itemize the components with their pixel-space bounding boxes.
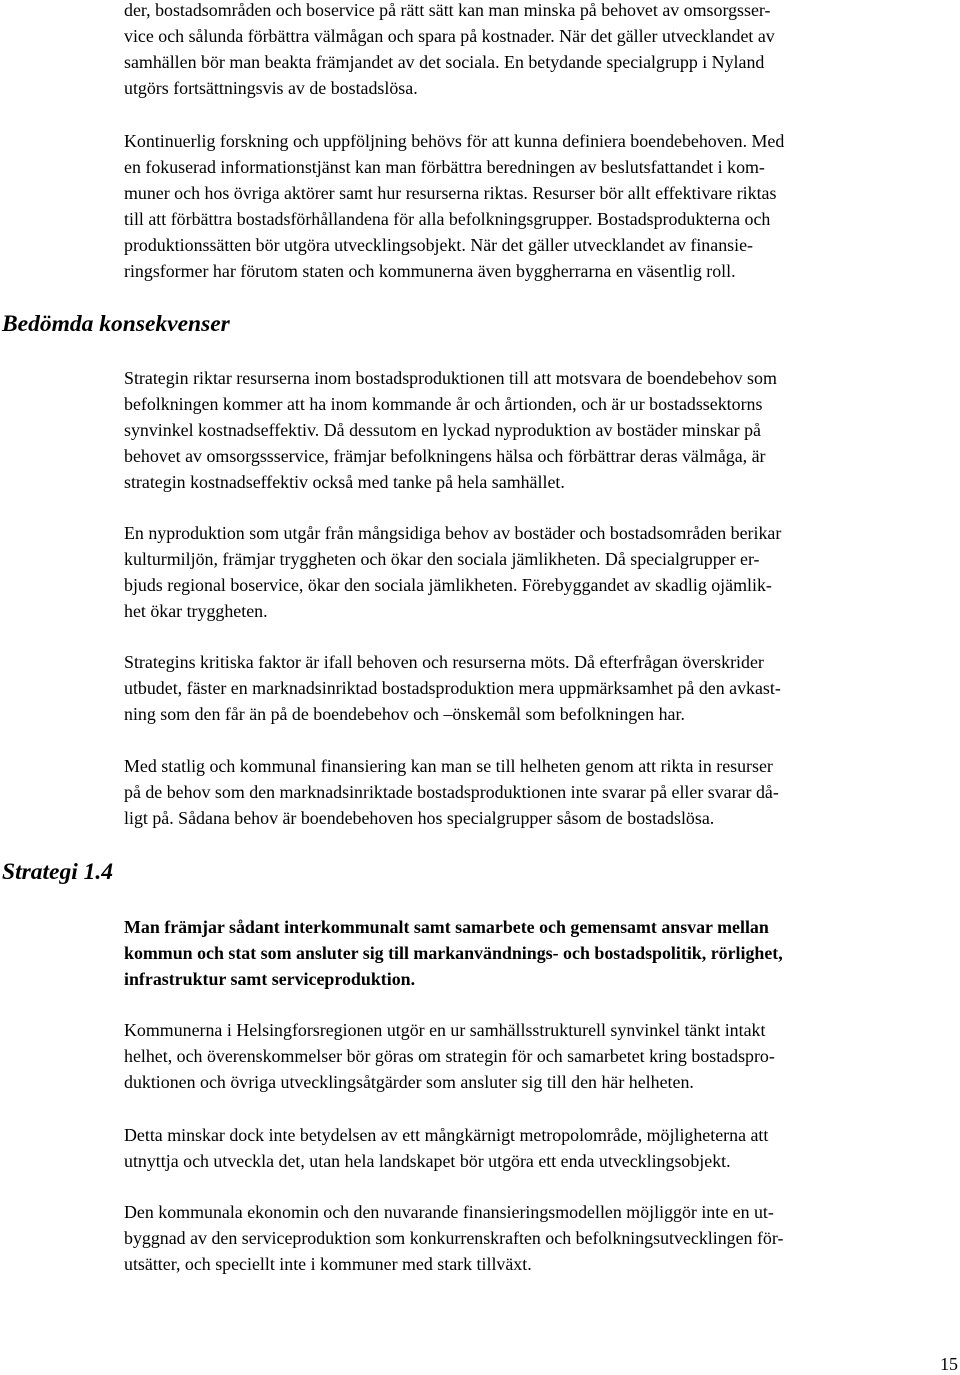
- text-line: Strategin riktar resurserna inom bostadsproduktionen till att motsvara de boendebehov som: [124, 368, 777, 388]
- strategy-statement: [124, 914, 956, 992]
- paragraph-9: [124, 1199, 956, 1277]
- text-line: ning som den får än på de boendebehov och –önskemål som befolkningen har.: [124, 704, 685, 724]
- text-line: ligt på. Sådana behov är boendebehoven hos specialgrupper såsom de bostadslösa.: [124, 808, 715, 828]
- text-line: het ökar tryggheten.: [124, 601, 268, 621]
- section-heading-strategy: Strategi 1.4: [2, 859, 113, 885]
- text-line: synvinkel kostnadseffektiv. Då dessutom en lyckad nyproduktion av bostäder minskar på: [124, 420, 761, 440]
- text-line: till att förbättra bostadsförhållandena för alla befolkningsgrupper. Bostadsprodukterna och: [124, 209, 771, 229]
- text-line: Strategins kritiska faktor är ifall behoven och resurserna möts. Då efterfrågan överskrider: [124, 652, 764, 672]
- text-line: Man främjar sådant interkommunalt samt samarbete och gemensamt ansvar mellan: [124, 917, 769, 937]
- text-line: bjuds regional boservice, ökar den sociala jämlikheten. Förebyggandet av skadlig ojämlik-: [124, 575, 772, 595]
- text-line: befolkningen kommer att ha inom kommande år och årtionden, och är ur bostadssektorns: [124, 394, 763, 414]
- paragraph-6: [124, 753, 956, 831]
- paragraph-5: [124, 649, 956, 727]
- text-line: byggnad av den serviceproduktion som konkurrenskraften och befolkningsutvecklingen för-: [124, 1228, 784, 1248]
- text-line: Kommunerna i Helsingforsregionen utgör en ur samhällsstrukturell synvinkel tänkt intakt: [124, 1020, 766, 1040]
- text-line: helhet, och överenskommelser bör göras om strategin för och samarbetet kring bostadspro-: [124, 1046, 775, 1066]
- paragraph-2: [124, 128, 956, 284]
- text-line: kommun och stat som ansluter sig till markanvändnings- och bostadspolitik, rörlighet,: [124, 943, 783, 963]
- text-line: duktionen och övriga utvecklingsåtgärder som ansluter sig till den här helheten.: [124, 1072, 694, 1092]
- text-line: utsätter, och speciellt inte i kommuner med stark tillväxt.: [124, 1254, 532, 1274]
- text-line: ringsformer har förutom staten och kommunerna även byggherrarna en väsentlig roll.: [124, 261, 736, 281]
- text-line: utbudet, fäster en marknadsinriktad bostadsproduktion mera uppmärksamhet på den avkast-: [124, 678, 781, 698]
- text-line: produktionssätten bör utgöra utvecklingsobjekt. När det gäller utvecklandet av finansie-: [124, 235, 753, 255]
- text-line: på de behov som den marknadsinriktade bostadsproduktionen inte svarar på eller svarar då-: [124, 782, 779, 802]
- text-line: utnyttja och utveckla det, utan hela landskapet bör utgöra ett enda utvecklingsobjekt.: [124, 1151, 731, 1171]
- text-line: vice och sålunda förbättra välmågan och spara på kostnader. När det gäller utvecklandet av: [124, 26, 775, 46]
- text-line: muner och hos övriga aktörer samt hur resurserna riktas. Resurser bör allt effektivare riktas: [124, 183, 777, 203]
- text-line: En nyproduktion som utgår från mångsidiga behov av bostäder och bostadsområden berikar: [124, 523, 782, 543]
- text-line: Kontinuerlig forskning och uppföljning behövs för att kunna definiera boendebehoven. Med: [124, 131, 785, 151]
- paragraph-4: [124, 520, 956, 624]
- paragraph-3: [124, 365, 956, 495]
- paragraph-8: [124, 1122, 956, 1174]
- paragraph-7: [124, 1017, 956, 1095]
- text-line: utgörs fortsättningsvis av de bostadslösa.: [124, 78, 418, 98]
- text-line: Den kommunala ekonomin och den nuvarande finansieringsmodellen möjliggör inte en ut-: [124, 1202, 774, 1222]
- text-line: en fokuserad informationstjänst kan man förbättra beredningen av beslutsfattandet i kom-: [124, 157, 765, 177]
- text-line: der, bostadsområden och boservice på rätt sätt kan man minska på behovet av omsorgsser-: [124, 0, 771, 20]
- text-line: infrastruktur samt serviceproduktion.: [124, 969, 416, 989]
- paragraph-1: [124, 0, 956, 101]
- text-line: samhällen bör man beakta främjandet av det sociala. En betydande specialgrupp i Nyland: [124, 52, 765, 72]
- section-heading-consequences: Bedömda konsekvenser: [2, 311, 230, 337]
- text-line: strategin kostnadseffektiv också med tanke på hela samhället.: [124, 472, 565, 492]
- page-number: 15: [940, 1354, 958, 1374]
- text-line: Med statlig och kommunal finansiering kan man se till helheten genom att rikta in resurser: [124, 756, 773, 776]
- text-line: Detta minskar dock inte betydelsen av ett mångkärnigt metropolområde, möjligheterna att: [124, 1125, 769, 1145]
- text-line: behovet av omsorgssservice, främjar befolkningens hälsa och förbättrar deras välmåga, är: [124, 446, 766, 466]
- text-line: kulturmiljön, främjar tryggheten och ökar den sociala jämlikheten. Då specialgrupper er-: [124, 549, 760, 569]
